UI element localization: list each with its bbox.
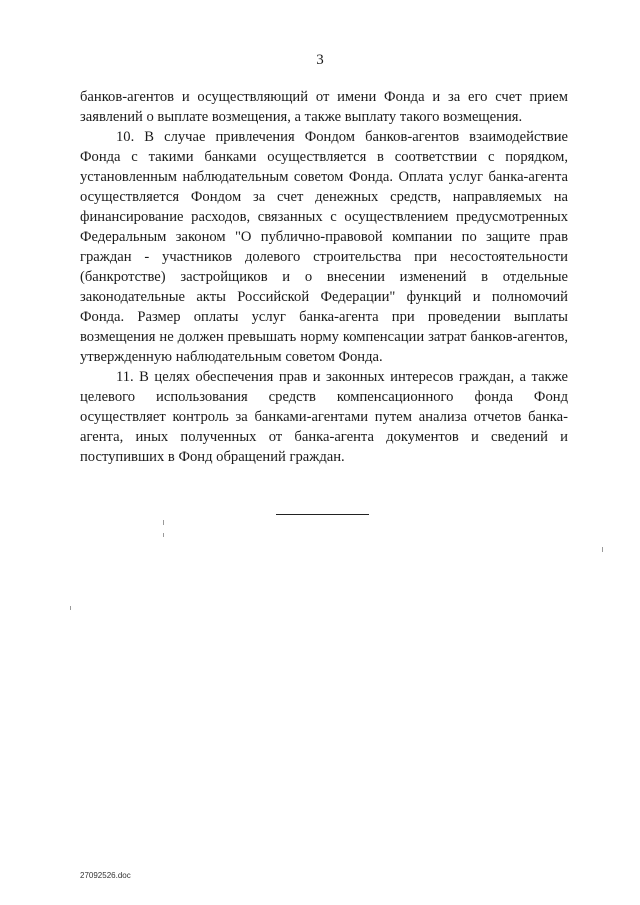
end-of-text-divider [276, 514, 369, 515]
page-number: 3 [316, 52, 324, 68]
paragraph-10: 10. В случае привлечения Фондом банков-агентов взаимодействие Фонда с такими банками осуществляется в соответствии с порядком, установленным наблюдательным советом Фонда. Оплата услуг банка-агента осуществляется Фондом за счет денежных средств, направляемых на финансирование расходов, связанных с осуществлением предусмотренных Федеральным законом "О публично-правовой компании по защите прав граждан - участников долевого строительства при несостоятельности (банкротстве) застройщиков и о внесении изменений в отдельные законодательные акты Российской Федерации" функций и полномочий Фонда. Размер оплаты услуг банка-агента при проведении выплаты возмещения не должен превышать норму компенсации затрат банков-агентов, утвержденную наблюдательным советом Фонда. [80, 129, 568, 365]
scan-speck [70, 606, 71, 610]
scan-speck [163, 520, 164, 525]
document-body [80, 87, 568, 467]
scan-speck [602, 547, 603, 552]
paragraph-11: 11. В целях обеспечения прав и законных интересов граждан, а также целевого использования средств компенсационного фонда Фонд осуществляет контроль за банками-агентами путем анализа отчетов банка-агента, иных полученных от банка-агента документов и сведений и поступивших в Фонд обращений граждан. [80, 369, 568, 465]
scan-speck [163, 533, 164, 537]
footer-filename: 27092526.doc [80, 871, 131, 880]
paragraph-continuation: банков-агентов и осуществляющий от имени Фонда и за его счет прием заявлений о выплате возмещения, а также выплату такого возмещения. [80, 89, 568, 125]
